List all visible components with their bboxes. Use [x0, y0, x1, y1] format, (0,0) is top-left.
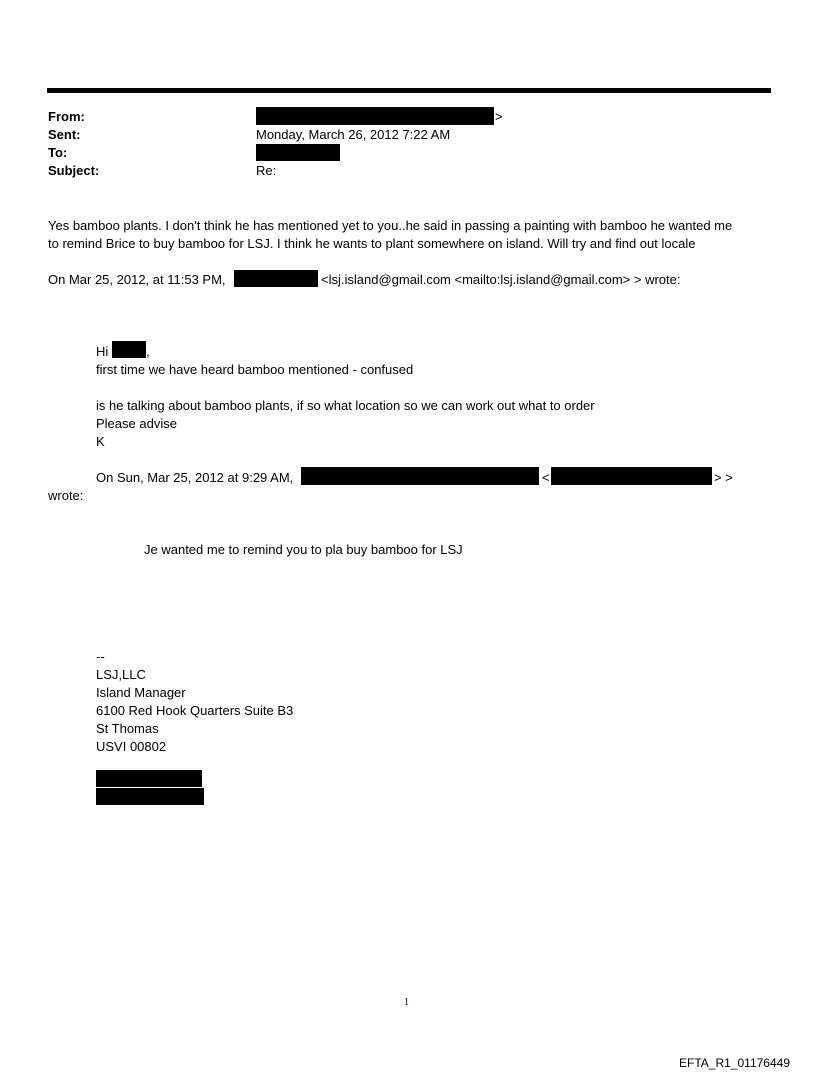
redaction-hi-name: [112, 341, 146, 358]
reply-line-3: Please advise: [96, 416, 177, 431]
quote2-end: > >: [714, 470, 733, 485]
redaction-signature-1: [96, 770, 202, 787]
subject-label: Subject:: [48, 163, 100, 178]
from-label: From:: [48, 109, 85, 124]
quote2-wrote: wrote:: [48, 488, 84, 503]
quote2-lt: <: [542, 470, 550, 485]
redaction-quote2-sender: [301, 467, 539, 485]
signature-title: Island Manager: [96, 685, 186, 700]
redaction-from: [256, 107, 494, 125]
redaction-quote1-sender: [234, 270, 318, 287]
redaction-signature-2: [96, 788, 204, 805]
from-suffix: >: [495, 109, 503, 124]
signature-company: LSJ,LLC: [96, 667, 146, 682]
quote2-prefix: On Sun, Mar 25, 2012 at 9:29 AM,: [96, 470, 294, 485]
signature-address-3: USVI 00802: [96, 739, 167, 754]
signature-address-1: 6100 Red Hook Quarters Suite B3: [96, 703, 294, 718]
redaction-quote2-email: [551, 467, 712, 485]
body-line-1: Yes bamboo plants. I don't think he has mentioned yet to you..he said in passing a painting with bamboo he wanted me: [48, 218, 733, 233]
signature-dashes: --: [96, 649, 105, 664]
signature-address-2: St Thomas: [96, 721, 159, 736]
nested-line-1: Je wanted me to remind you to pla buy bamboo for LSJ: [144, 542, 463, 557]
sent-value: Monday, March 26, 2012 7:22 AM: [256, 127, 451, 142]
body-line-2: to remind Brice to buy bamboo for LSJ. I think he wants to plant somewhere on island. Will try and find out locale: [48, 236, 696, 251]
reply-line-4: K: [96, 434, 105, 449]
header-rule: [47, 88, 771, 93]
quote1-prefix: On Mar 25, 2012, at 11:53 PM,: [48, 272, 226, 287]
page-number: 1: [404, 997, 409, 1008]
to-label: To:: [48, 145, 68, 160]
subject-value: Re:: [256, 163, 277, 178]
quote1-suffix: <lsj.island@gmail.com <mailto:lsj.island@gmail.com> > wrote:: [321, 272, 681, 287]
reply-hi: Hi: [96, 344, 109, 359]
sent-label: Sent:: [48, 127, 81, 142]
redaction-to: [256, 144, 340, 161]
document-id: EFTA_R1_01176449: [679, 1056, 790, 1070]
reply-hi-comma: ,: [146, 344, 150, 359]
reply-line-2: is he talking about bamboo plants, if so what location so we can work out what to order: [96, 398, 595, 413]
reply-line-1: first time we have heard bamboo mentioned - confused: [96, 362, 414, 377]
